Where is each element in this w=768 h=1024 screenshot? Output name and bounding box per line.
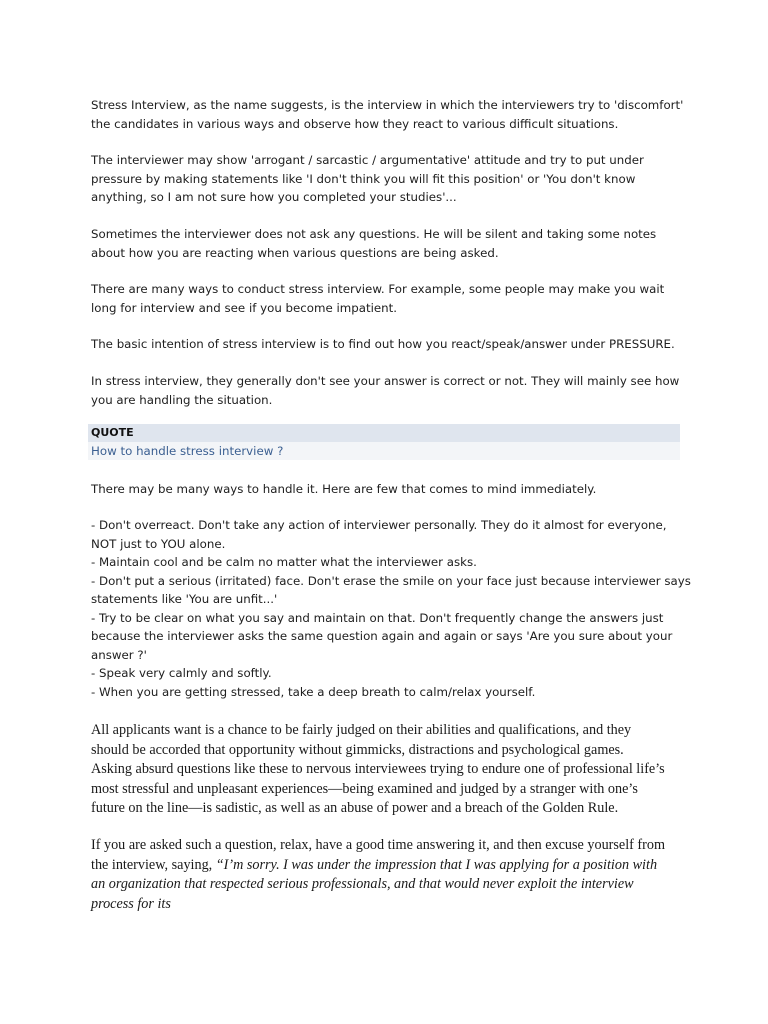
intro-paragraph-5: The basic intention of stress interview is to find out how you react/speak/answer under PRESSURE. bbox=[91, 337, 675, 351]
intro-paragraph-2: The interviewer may show 'arrogant / sarcastic / argumentative' attitude and try to put under pressure by making statements like 'I don't think you will fit this position' or 'You don't know anything, so I am not sure how you completed your studies'... bbox=[91, 153, 644, 204]
tip-item: - Maintain cool and be calm no matter what the interviewer asks. bbox=[91, 555, 477, 569]
book-paragraph-2-italic: “I’m sorry. I was under the impression that I was applying for a position with an organization that respected serious professionals, and that would never exploit the interview process for its bbox=[91, 856, 658, 912]
intro-paragraph-3: Sometimes the interviewer does not ask any questions. He will be silent and taking some notes about how you are reacting when various questions are being asked. bbox=[91, 227, 657, 260]
tip-item: - Try to be clear on what you say and maintain on that. Don't frequently change the answers just because the interviewer asks the same question again and again or says 'Are you sure about your answer ?' bbox=[91, 610, 673, 662]
quote-header: QUOTE bbox=[88, 424, 680, 442]
quote-link-row bbox=[88, 442, 680, 460]
intro-paragraph-4: There are many ways to conduct stress interview. For example, some people may make you wait long for interview and see if you become impatient. bbox=[91, 282, 665, 315]
tip-item: - Don't put a serious (irritated) face. Don't erase the smile on your face just because interviewer says statements like 'You are unfit...' bbox=[91, 573, 691, 606]
tip-item: - When you are getting stressed, take a deep breath to calm/relax yourself. bbox=[91, 684, 536, 699]
quote-link[interactable]: How to handle stress interview ? bbox=[91, 444, 284, 458]
intro-paragraph-1: Stress Interview, as the name suggests, is the interview in which the interviewers try to 'discomfort' the candidates in various ways and observe how they react to various difficult situations. bbox=[91, 98, 684, 131]
book-paragraph-2-text: If you are asked such a question, relax, have a good time answering it, and then excuse yourself from the interview, saying, bbox=[91, 837, 666, 873]
book-paragraph-2 bbox=[91, 836, 666, 914]
book-paragraph-1: All applicants want is a chance to be fairly judged on their abilities and qualifications, and they should be accorded that opportunity without gimmicks, distractions and psychological games. Asking absurd questions like these to nervous interviewees trying to endure one of professional life’s most stressful and unpleasant experiences—being examined and judged by a stranger with one’s future on the line—is sadistic, as well as an abuse of power and a breach of the Golden Rule. bbox=[91, 722, 665, 817]
tip-item: - Speak very calmly and softly. bbox=[91, 666, 272, 680]
tip-item: - Don't overreact. Don't take any action of interviewer personally. They do it almost for everyone, NOT just to YOU alone. bbox=[91, 518, 667, 551]
tips-intro: There may be many ways to handle it. Here are few that comes to mind immediately. bbox=[91, 482, 597, 496]
intro-paragraph-6: In stress interview, they generally don't see your answer is correct or not. They will mainly see how you are handling the situation. bbox=[91, 374, 680, 407]
tips-list bbox=[91, 516, 691, 701]
